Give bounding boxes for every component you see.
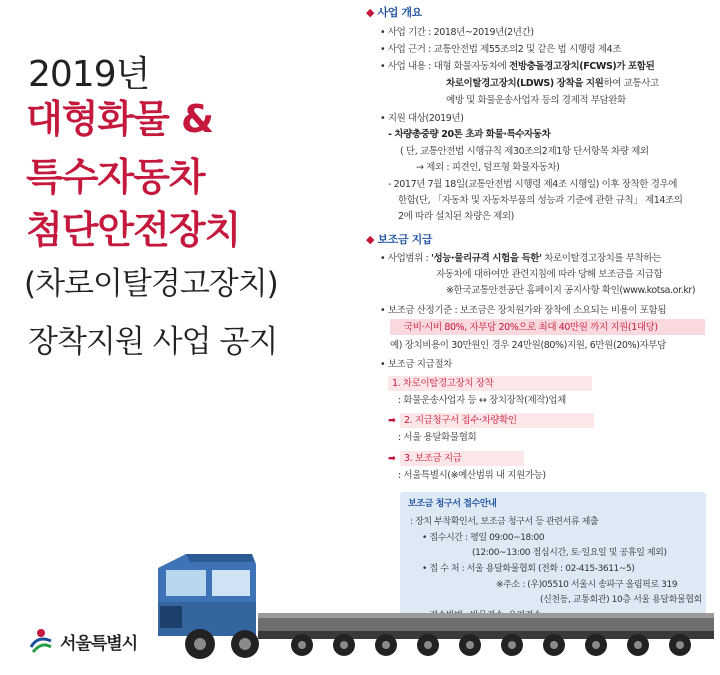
- trailer-deck: [258, 617, 714, 631]
- overview-target-line-3: → 제외 : 피견인, 덤프형 화물자동차): [416, 162, 560, 173]
- procedure-step-1: 1. 차로이탈경고장치 장착: [388, 376, 592, 391]
- procedure-step-2: 2. 지급청구서 접수·차량확인: [400, 413, 594, 428]
- overview-period: • 사업 기간 : 2018년~2019년(2년간): [380, 27, 534, 38]
- seoul-logo: [28, 627, 137, 655]
- claim-place: • 접 수 처 : 서울 용달화물협회 (전화 : 02-415-3611~5): [422, 564, 635, 574]
- overview-target-line-4: - 2017년 7월 18일(교통안전법 시행령 제4조 시행일) 이후 장착한 경우에: [388, 179, 678, 190]
- procedure-step-2-desc: : 서울 용달화물협회: [398, 432, 477, 443]
- claim-time-note: (12:00~13:00 점심시간, 토·일요일 및 공휴일 제외): [472, 548, 667, 558]
- bullet-icon: ◆: [366, 6, 378, 19]
- overview-content-line-1: • 사업 내용 : 대형 화물자동차에 전방충돌경고장치(FCWS)가 포함된: [380, 61, 655, 72]
- claim-docs: : 장치 부착확인서, 보조금 청구서 등 관련서류 제출: [410, 517, 599, 527]
- overview-target-line-2: ( 단, 교통안전법 시행규칙 제30조의2제1항 단서항목 차량 제외: [400, 146, 649, 157]
- title-line-1: 대형화물 &: [26, 97, 214, 141]
- subsidy-scope-line-3: ※한국교통안전공단 홈페이지 공지사항 확인(www.kotsa.or.kr): [446, 285, 696, 296]
- procedure-step-3-desc: : 서울특별시(※예산범위 내 지원가능): [398, 470, 546, 481]
- subsidy-procedure: • 보조금 지급절차: [380, 359, 452, 370]
- claim-time: • 접수시간 : 평일 09:00~18:00: [422, 533, 545, 543]
- subsidy-header: ◆ 보조금 지급: [366, 233, 433, 246]
- overview-header: ◆ 사업 개요: [366, 6, 422, 19]
- title-line-3: 첨단안전장치: [26, 208, 241, 252]
- arrow-right-icon: ➡: [388, 415, 396, 426]
- overview-target-line-1: - 차량총중량 20톤 초과 화물·특수자동차: [388, 129, 551, 140]
- subtitle: (차로이탈경고장치): [24, 266, 278, 302]
- overview-content-line-3: 예방 및 화물운송사업자 등의 경제적 부담완화: [446, 95, 626, 106]
- seoul-logo-text: 서울특별시: [60, 633, 138, 654]
- procedure-step-3: 3. 보조금 지급: [400, 451, 524, 466]
- bullet-icon: ◆: [366, 233, 378, 246]
- year-heading: 2019년: [28, 54, 150, 95]
- overview-content-line-2: 차로이탈경고장치(LDWS) 장착을 지원하여 교통사고: [446, 78, 659, 89]
- subsidy-calc-line-2: 국비·시비 80%, 자부담 20%으로 최대 40만원 까지 지원(1대당): [404, 322, 658, 333]
- overview-target-line-5: 한함(단, 「자동차 및 자동차부품의 성능과 기준에 관한 규칙」 제14조의: [398, 195, 683, 206]
- overview-target: • 지원 대상(2019년): [380, 113, 464, 124]
- arrow-right-icon: ➡: [388, 453, 396, 464]
- procedure-step-1-desc: : 화물운송사업자 등 ↔ 장치장착(제작)업체: [398, 395, 566, 406]
- subsidy-scope-line-2: 자동차에 대하여만 관련지침에 따라 당해 보조금을 지급함: [436, 269, 663, 280]
- claim-address-2: (신천동, 교통회관) 10층 서울 용달화물협회: [540, 595, 702, 605]
- seoul-emblem-icon: [28, 627, 54, 655]
- subsidy-calc-line-3: 예) 장치비용이 30만원인 경우 24만원(80%)지원, 6만원(20%)자부담: [390, 340, 666, 351]
- overview-target-line-6: 2에 따라 설치된 차량은 제외): [398, 211, 514, 222]
- title-line-2: 특수자동차: [26, 155, 205, 199]
- notice-heading: 장착지원 사업 공지: [28, 324, 278, 360]
- overview-basis: • 사업 근거 : 교통안전법 제55조의2 및 같은 법 시행령 제4조: [380, 44, 622, 55]
- truck-windshield: [166, 570, 206, 596]
- subsidy-calc-line-1: • 보조금 산정기준 : 보조금은 장치원가와 장착에 소요되는 비용이 포함됨: [380, 305, 667, 316]
- subsidy-scope-line-1: • 사업범위 : '성능·물리규격 시험을 득한' 차로이탈경고장치를 부착하는: [380, 253, 661, 264]
- claim-title: 보조금 청구서 접수안내: [408, 499, 497, 509]
- claim-address-1: ※주소 : (우)05510 서울시 송파구 올림픽로 319: [496, 580, 678, 590]
